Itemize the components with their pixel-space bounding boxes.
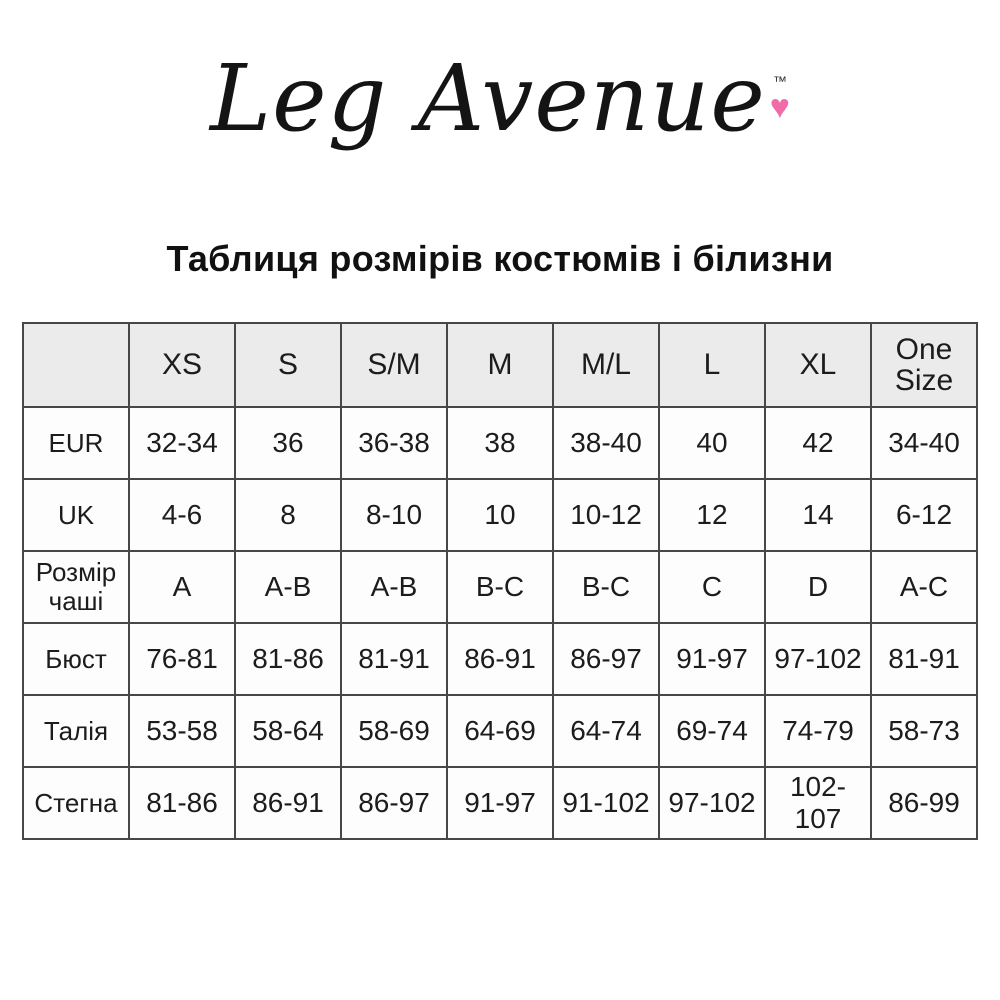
- table-row-uk: [23, 479, 977, 551]
- table-cell: 91-97: [659, 623, 765, 695]
- table-cell: 6-12: [871, 479, 977, 551]
- table-cell: 10: [447, 479, 553, 551]
- table-cell: A-B: [235, 551, 341, 623]
- table-cell: 58-73: [871, 695, 977, 767]
- table-cell: 64-74: [553, 695, 659, 767]
- table-cell: A-C: [871, 551, 977, 623]
- size-table-body: [23, 407, 977, 839]
- table-cell: 86-91: [447, 623, 553, 695]
- size-table: [22, 322, 978, 840]
- table-cell: 32-34: [129, 407, 235, 479]
- brand-logo-text: Leg Avenue: [210, 45, 766, 152]
- table-cell: 38: [447, 407, 553, 479]
- table-row-cup-size: [23, 551, 977, 623]
- header-cell-m: M: [447, 323, 553, 407]
- table-cell: 74-79: [765, 695, 871, 767]
- table-cell: 69-74: [659, 695, 765, 767]
- table-cell: 34-40: [871, 407, 977, 479]
- row-label: Бюст: [23, 623, 129, 695]
- table-cell: 102-107: [765, 767, 871, 839]
- table-cell: 14: [765, 479, 871, 551]
- table-cell: 12: [659, 479, 765, 551]
- table-cell: 91-102: [553, 767, 659, 839]
- table-cell: 8: [235, 479, 341, 551]
- table-cell: D: [765, 551, 871, 623]
- table-row-hips: [23, 767, 977, 839]
- header-cell-l: L: [659, 323, 765, 407]
- table-cell: 76-81: [129, 623, 235, 695]
- table-cell: 86-97: [341, 767, 447, 839]
- table-cell: 64-69: [447, 695, 553, 767]
- header-cell-blank: [23, 323, 129, 407]
- header-cell-ml: M/L: [553, 323, 659, 407]
- table-row-eur: [23, 407, 977, 479]
- table-cell: A-B: [341, 551, 447, 623]
- size-table-header: [23, 323, 977, 407]
- table-cell: 38-40: [553, 407, 659, 479]
- table-cell: 97-102: [765, 623, 871, 695]
- table-cell: C: [659, 551, 765, 623]
- table-cell: 4-6: [129, 479, 235, 551]
- header-cell-sm: S/M: [341, 323, 447, 407]
- brand-logo-mark: [770, 74, 790, 124]
- table-cell: 58-64: [235, 695, 341, 767]
- table-cell: A: [129, 551, 235, 623]
- row-label: Талія: [23, 695, 129, 767]
- header-cell-xs: XS: [129, 323, 235, 407]
- table-cell: 58-69: [341, 695, 447, 767]
- table-row-waist: [23, 695, 977, 767]
- table-cell: 36-38: [341, 407, 447, 479]
- header-row: [23, 323, 977, 407]
- table-cell: 40: [659, 407, 765, 479]
- row-label: Розмір чаші: [23, 551, 129, 623]
- table-cell: 86-99: [871, 767, 977, 839]
- table-cell: 86-97: [553, 623, 659, 695]
- page-title: Таблиця розмірів костюмів і білизни: [166, 238, 834, 279]
- table-cell: 42: [765, 407, 871, 479]
- header-cell-s: S: [235, 323, 341, 407]
- table-cell: 53-58: [129, 695, 235, 767]
- header-cell-xl: XL: [765, 323, 871, 407]
- row-label: UK: [23, 479, 129, 551]
- header-cell-one-size: One Size: [871, 323, 977, 407]
- table-cell: 36: [235, 407, 341, 479]
- table-row-bust: [23, 623, 977, 695]
- row-label: Стегна: [23, 767, 129, 839]
- row-label: EUR: [23, 407, 129, 479]
- table-cell: 97-102: [659, 767, 765, 839]
- table-cell: B-C: [553, 551, 659, 623]
- table-cell: B-C: [447, 551, 553, 623]
- heart-icon: ♥: [769, 88, 790, 126]
- table-cell: 81-91: [341, 623, 447, 695]
- table-cell: 81-91: [871, 623, 977, 695]
- table-cell: 86-91: [235, 767, 341, 839]
- table-cell: 91-97: [447, 767, 553, 839]
- table-cell: 81-86: [129, 767, 235, 839]
- brand-logo: [0, 0, 1000, 190]
- trademark-symbol: ™: [772, 73, 787, 89]
- table-cell: 81-86: [235, 623, 341, 695]
- table-cell: 10-12: [553, 479, 659, 551]
- table-cell: 8-10: [341, 479, 447, 551]
